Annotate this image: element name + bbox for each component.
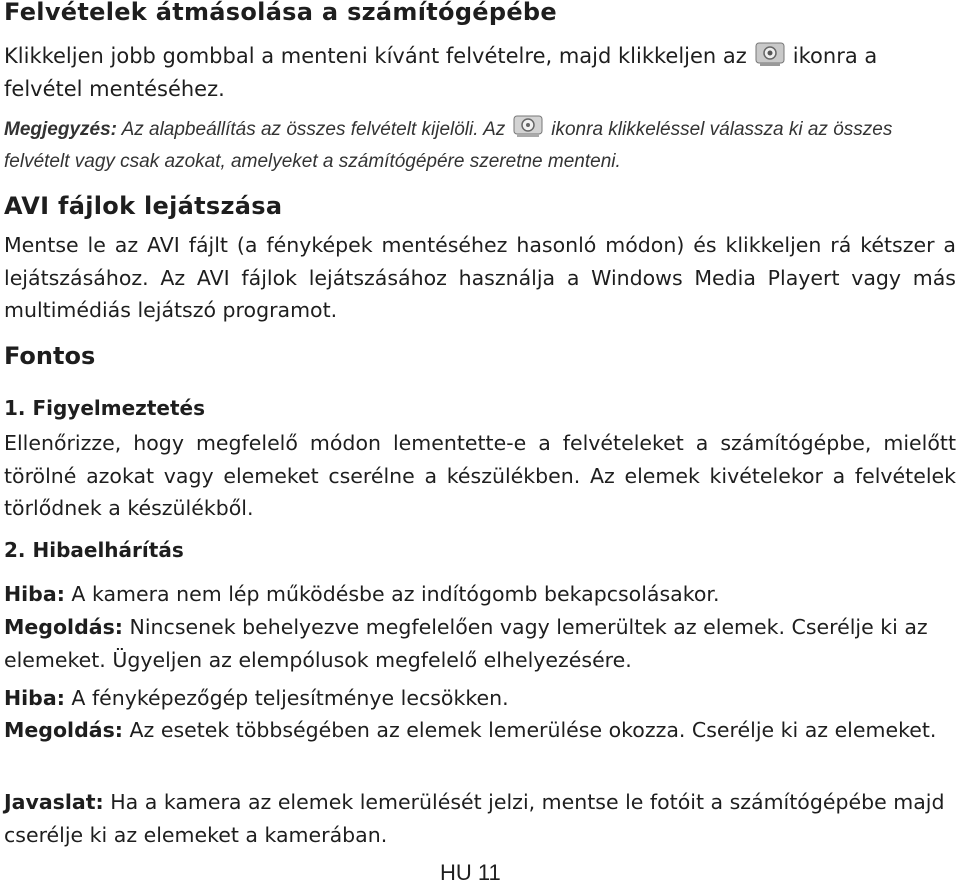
solution-2 [4,714,956,747]
tip [4,786,956,851]
note-label: Megjegyzés: [4,119,117,140]
save-photo-icon [753,41,787,67]
note-text-before-icon: Az alapbeállítás az összes felvételt kijelöli. Az [121,119,506,140]
error-label: Hiba: [4,686,65,710]
tip-label: Javaslat: [4,790,104,814]
save-text-before-icon: Klikkeljen jobb gombbal a menteni kívánt felvételre, majd klikkeljen az [4,44,747,68]
solution-1-text: Nincsenek behelyezve megfelelően vagy lemerültek az elemek. Cserélje ki az elemeket. Ügyeljen az elempólusok megfelelő elhelyezésére. [4,615,928,672]
solution-label: Megoldás: [4,718,123,742]
solution-label: Megoldás: [4,615,123,639]
error-label: Hiba: [4,582,65,606]
error-1 [4,578,956,611]
solution-2-text: Az esetek többségében az elemek lemerülése okozza. Cserélje ki az elemeket. [129,718,937,742]
error-1-text: A kamera nem lép működésbe az indítógomb bekapcsolásakor. [71,582,720,606]
heading-warning: 1. Figyelmeztetés [4,396,205,420]
solution-1 [4,611,956,676]
heading-save-recordings: Felvételek átmásolása a számítógépébe [4,0,557,26]
page-number: HU 11 [440,860,501,885]
error-2 [4,682,956,715]
warning-body: Ellenőrizze, hogy megfelelő módon lementette-e a felvételeket a számítógépbe, mielőtt törölné azokat vagy elemeket cserélne a készülékben. Az elemek kivételekor a felvételek törlődnek a készülékből. [4,431,956,520]
avi-body: Mentse le az AVI fájlt (a fényképek mentéséhez hasonló módon) és klikkeljen rá kétszer a lejátszásához. Az AVI fájlok lejátszásához használja a Windows Media Playert vagy más multimédiás lejátszó programot. [4,233,956,322]
note-text-after-icon: ikonra klikkeléssel válassza ki az összes felvételt vagy csak azokat, amelyeket a számítógépére szeretne menteni. [4,119,893,172]
tip-text: Ha a kamera az elemek lemerülését jelzi, mentse le fotóit a számítógépébe majd cserélje ki az elemeket a kamerában. [4,790,945,847]
save-instructions [4,40,956,105]
heading-avi-playback: AVI fájlok lejátszása [4,192,283,220]
save-text-after-icon: ikonra a felvétel mentéséhez. [4,44,878,101]
heading-important: Fontos [4,342,96,370]
note-paragraph [4,113,956,178]
select-all-icon [511,113,545,139]
heading-troubleshooting: 2. Hibaelhárítás [4,538,184,562]
error-2-text: A fényképezőgép teljesítménye lecsökken. [71,686,509,710]
